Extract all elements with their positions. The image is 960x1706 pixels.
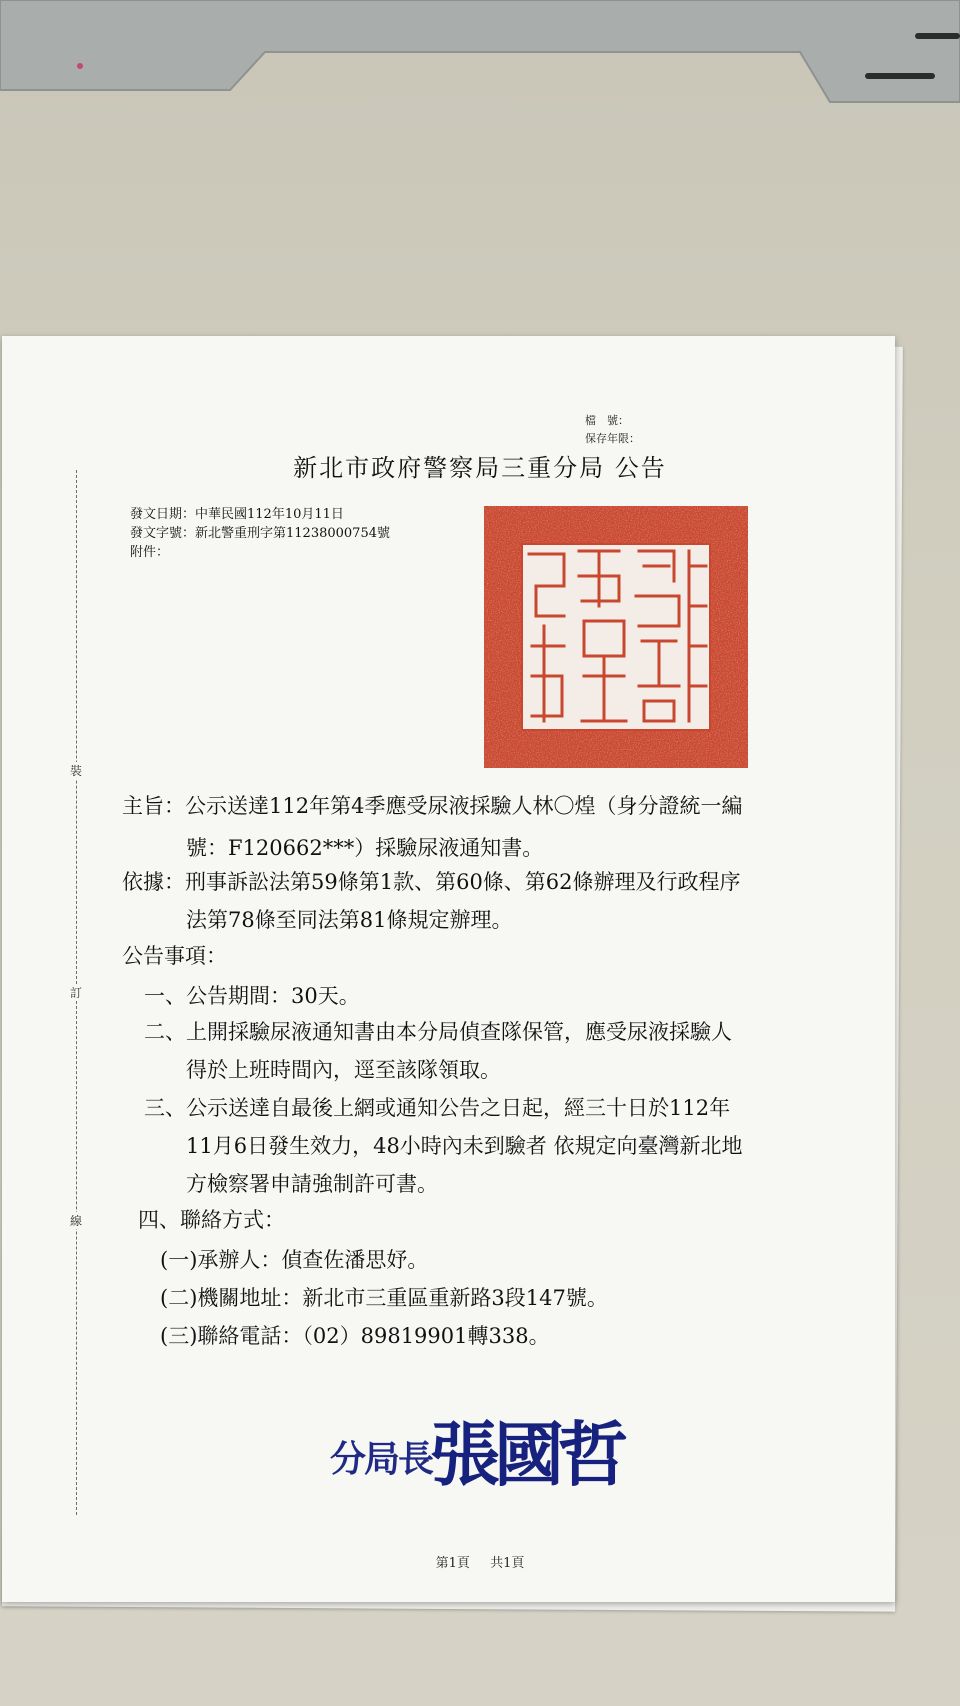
document-title: 新北市政府警察局三重分局 公告 [293, 454, 667, 482]
subject-line-1: 主旨：公示送達112年第4季應受尿液採驗人林〇煌（身分證統一編 [122, 794, 743, 818]
notice-item-3-line-3: 方檢察署申請強制許可書。 [186, 1172, 438, 1196]
notice-item-3-line-1: 三、公示送達自最後上網或通知公告之日起，經三十日於112年 [144, 1096, 731, 1120]
file-meta [585, 412, 640, 448]
page-current: 第1頁 [435, 1556, 470, 1571]
file-number-label: 檔 號： [585, 414, 629, 427]
contact-phone: (三)聯絡電話：（02）89819901轉338。 [160, 1324, 550, 1348]
notice-item-2-line-2: 得於上班時間內，逕至該隊領取。 [186, 1058, 501, 1082]
retention-label: 保存年限： [585, 432, 640, 445]
binding-mark-line: 線 [64, 1212, 88, 1229]
notice-item-1: 一、公告期間：30天。 [144, 984, 360, 1008]
notice-item-4: 四、聯絡方式： [138, 1208, 285, 1232]
attachment-label: 附件： [130, 545, 170, 560]
issue-date: 發文日期：中華民國112年10月11日 [130, 507, 344, 522]
signature-title: 分局長 [330, 1439, 433, 1480]
contact-handler: (一)承辦人：偵查佐潘思妤。 [160, 1248, 429, 1272]
page-total: 共1頁 [490, 1556, 525, 1571]
chief-signature-stamp [330, 1395, 650, 1505]
clipboard-bracket [0, 0, 960, 110]
official-seal-stamp [484, 506, 748, 768]
issue-doc-number: 發文字號：新北警重刑字第11238000754號 [130, 526, 390, 541]
notice-item-2-line-1: 二、上開採驗尿液通知書由本分局偵查隊保管，應受尿液採驗人 [144, 1020, 732, 1044]
subject-line-2: 號：F120662***）採驗尿液通知書。 [186, 836, 544, 860]
signature-name: 張國哲 [430, 1414, 622, 1496]
basis-line-1: 依據：刑事訴訟法第59條第1款、第60條、第62條辦理及行政程序 [122, 870, 741, 894]
issue-info [130, 505, 390, 562]
binding-mark-staple: 訂 [64, 984, 88, 1001]
notice-item-3-line-2: 11月6日發生效力，48小時內未到驗者 依規定向臺灣新北地 [186, 1134, 743, 1158]
contact-address: (二)機關地址：新北市三重區重新路3段147號。 [160, 1286, 608, 1310]
basis-line-2: 法第78條至同法第81條規定辦理。 [186, 908, 513, 932]
binding-mark-bind: 裝 [64, 762, 88, 779]
notice-heading: 公告事項： [122, 944, 227, 968]
page-number [0, 1552, 960, 1571]
